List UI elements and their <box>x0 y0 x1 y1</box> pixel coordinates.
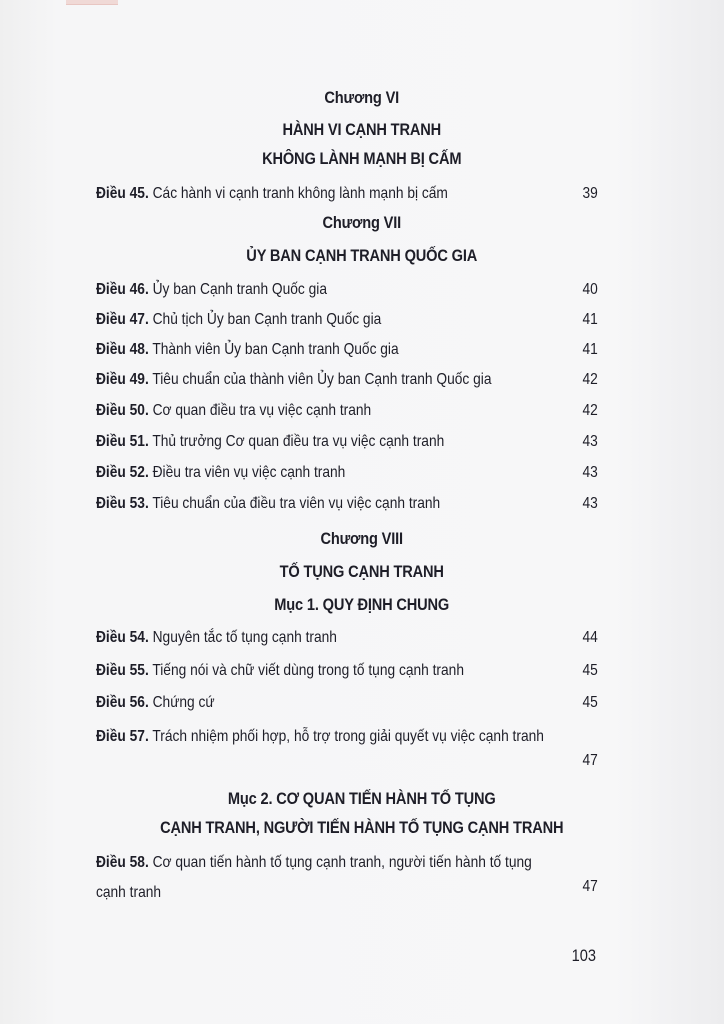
toc-entry-46 <box>96 280 598 300</box>
section-1-heading: Mục 1. QUY ĐỊNH CHUNG <box>274 595 450 614</box>
toc-entry-57 <box>96 727 598 769</box>
article-number: Điều 57. <box>96 728 149 745</box>
toc-entry-58 <box>96 853 598 908</box>
article-number: Điều 52. <box>96 464 149 481</box>
article-page: 43 <box>582 464 598 481</box>
article-page: 43 <box>582 495 598 512</box>
article-title: Nguyên tắc tố tụng cạnh tranh <box>152 629 337 646</box>
article-page: 42 <box>582 402 598 419</box>
article-number: Điều 47. <box>96 311 149 328</box>
article-title: Cơ quan tiến hành tố tụng cạnh tranh, người tiến hành tố tụng cạnh tranh <box>96 854 532 901</box>
article-number: Điều 51. <box>96 433 149 450</box>
article-title: Tiếng nói và chữ viết dùng trong tố tụng cạnh tranh <box>152 662 464 679</box>
scan-corner-mark <box>66 0 118 5</box>
page-number: 103 <box>571 946 596 965</box>
article-page: 47 <box>582 752 598 769</box>
article-title: Thủ trưởng Cơ quan điều tra vụ việc cạnh tranh <box>152 433 445 450</box>
toc-entry-48 <box>96 340 598 360</box>
toc-entry-53 <box>96 494 598 514</box>
toc-entry-56 <box>96 693 598 713</box>
toc-entry-52 <box>96 463 598 483</box>
toc-entry-51 <box>96 432 598 452</box>
article-title: Các hành vi cạnh tranh không lành mạnh bị cấm <box>152 185 448 202</box>
article-number: Điều 48. <box>96 341 149 358</box>
article-title: Cơ quan điều tra vụ việc cạnh tranh <box>152 402 372 419</box>
article-number: Điều 55. <box>96 662 149 679</box>
toc-entry-50 <box>96 401 598 421</box>
article-title: Tiêu chuẩn của điều tra viên vụ việc cạnh tranh <box>152 495 441 512</box>
chapter-8-heading: Chương VIII <box>320 529 403 548</box>
article-page: 45 <box>582 694 598 711</box>
article-number: Điều 58. <box>96 854 149 871</box>
article-title: Chủ tịch Ủy ban Cạnh tranh Quốc gia <box>152 311 382 328</box>
article-title: Thành viên Ủy ban Cạnh tranh Quốc gia <box>152 341 399 358</box>
article-page: 39 <box>582 185 598 202</box>
article-page: 42 <box>582 371 598 388</box>
article-number: Điều 50. <box>96 402 149 419</box>
article-title: Ủy ban Cạnh tranh Quốc gia <box>152 281 328 298</box>
section-2-heading-line-1: Mục 2. CƠ QUAN TIẾN HÀNH TỐ TỤNG <box>227 789 496 808</box>
chapter-6-heading: Chương VI <box>324 88 400 107</box>
article-title: Chứng cứ <box>152 694 215 711</box>
article-page: 41 <box>582 341 598 358</box>
article-number: Điều 54. <box>96 629 149 646</box>
article-number: Điều 56. <box>96 694 149 711</box>
article-number: Điều 49. <box>96 371 149 388</box>
article-page: 47 <box>582 878 598 895</box>
article-page: 41 <box>582 311 598 328</box>
article-page: 43 <box>582 433 598 450</box>
toc-entry-54 <box>96 628 598 648</box>
chapter-7-heading: Chương VII <box>322 213 401 232</box>
article-page: 40 <box>582 281 598 298</box>
article-title: Trách nhiệm phối hợp, hỗ trợ trong giải quyết vụ việc cạnh tranh <box>152 728 544 745</box>
article-number: Điều 46. <box>96 281 149 298</box>
chapter-7-title: ỦY BAN CẠNH TRANH QUỐC GIA <box>246 246 478 265</box>
toc-entry-47 <box>96 310 598 330</box>
chapter-8-title: TỐ TỤNG CẠNH TRANH <box>279 562 444 581</box>
article-number: Điều 53. <box>96 495 149 512</box>
article-title: Điều tra viên vụ việc cạnh tranh <box>152 464 346 481</box>
article-page: 45 <box>582 662 598 679</box>
section-2-heading-line-2: CẠNH TRANH, NGƯỜI TIẾN HÀNH TỐ TỤNG CẠNH TRANH <box>160 818 564 837</box>
toc-entry-45 <box>96 184 598 204</box>
chapter-6-title-line-1: HÀNH VI CẠNH TRANH <box>282 120 441 139</box>
chapter-6-title-line-2: KHÔNG LÀNH MẠNH BỊ CẤM <box>262 149 462 168</box>
toc-entry-55 <box>96 661 598 681</box>
toc-entry-49 <box>96 370 598 390</box>
article-page: 44 <box>582 629 598 646</box>
article-title: Tiêu chuẩn của thành viên Ủy ban Cạnh tranh Quốc gia <box>152 371 492 388</box>
article-number: Điều 45. <box>96 185 149 202</box>
